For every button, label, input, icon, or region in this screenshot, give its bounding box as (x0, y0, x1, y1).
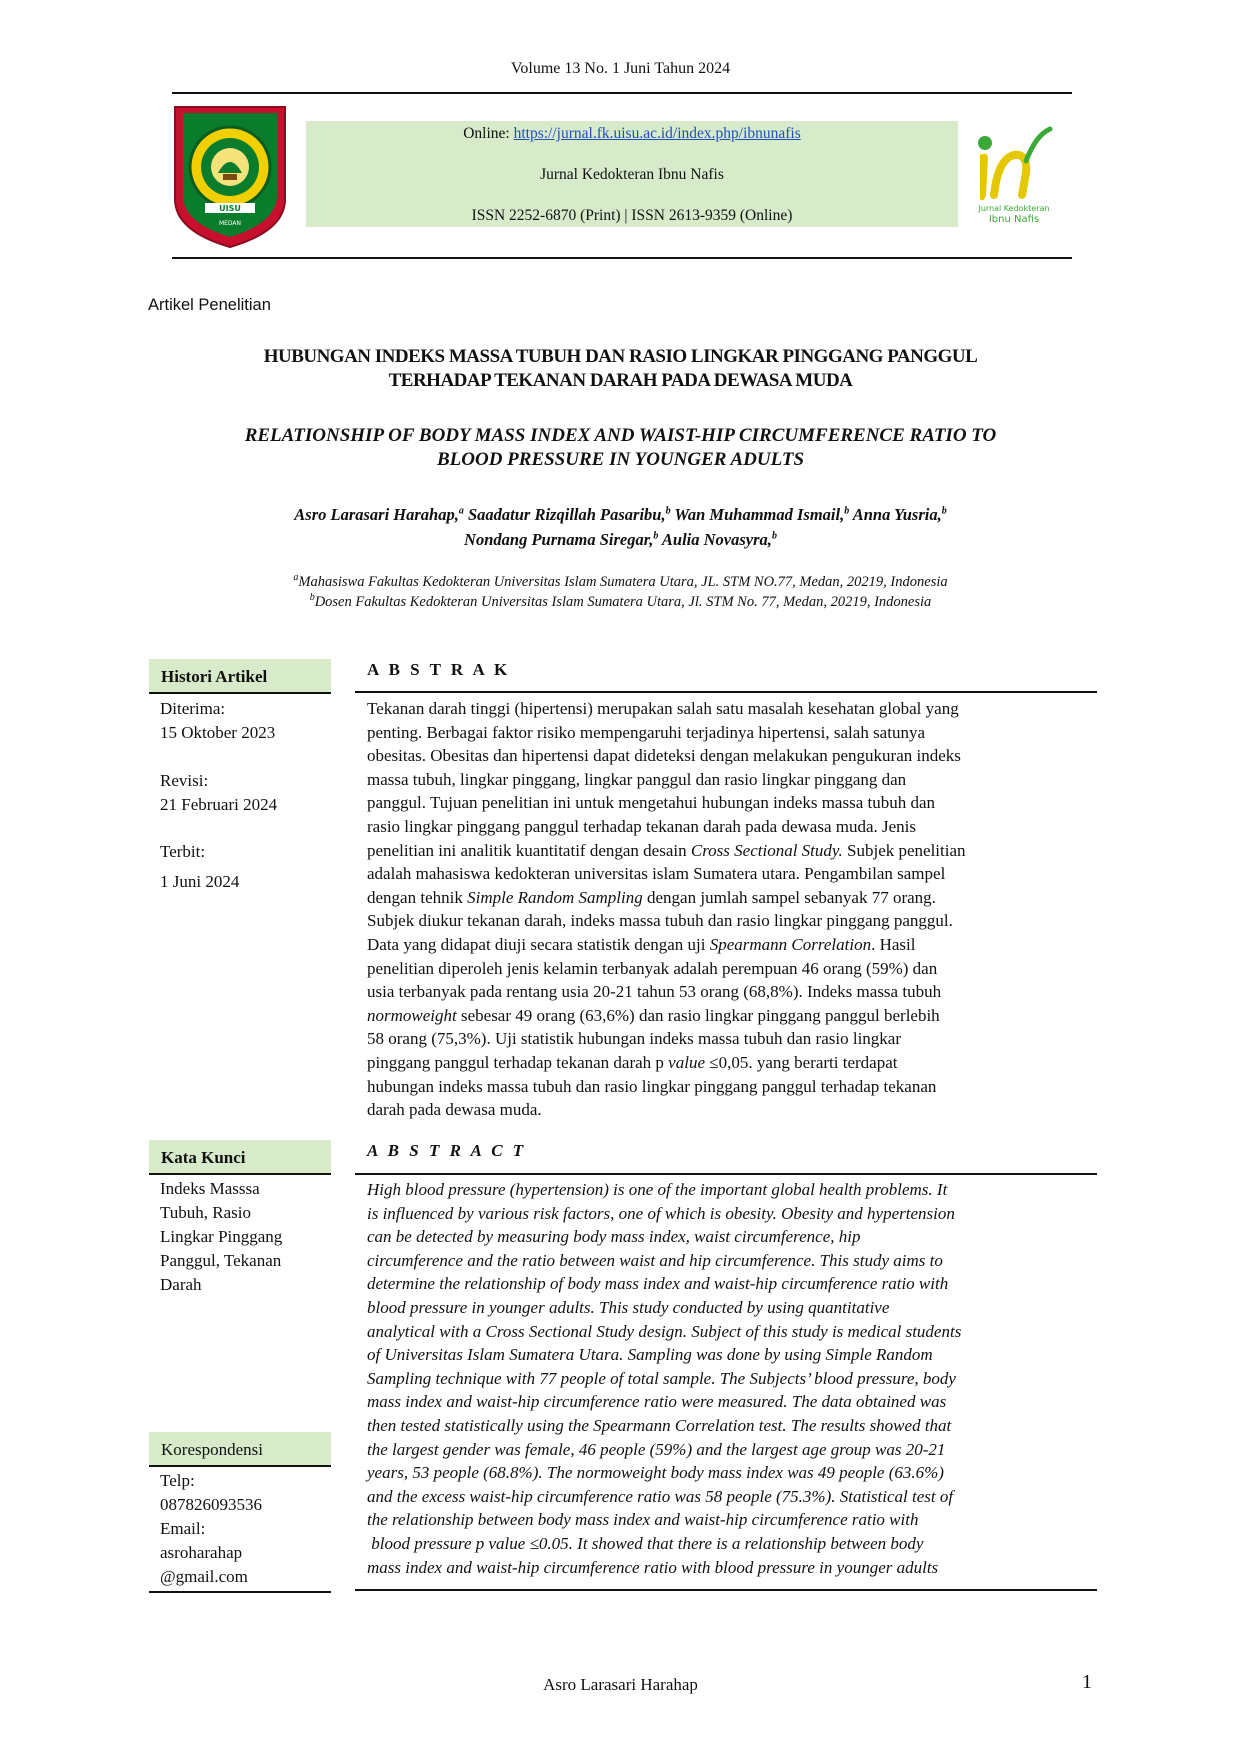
abstract-line: then tested statistically using the Spearmann Correlation test. The results showed that (367, 1415, 952, 1435)
correspondence-rule (149, 1465, 331, 1467)
abstrak-body (367, 697, 1087, 1122)
author-affil-mark: b (653, 530, 659, 542)
published-label: Terbit: (160, 842, 206, 861)
abstrak-text: penelitian ini analitik kuantitatif dengan desain (367, 840, 691, 860)
keyword-line: Darah (160, 1275, 202, 1294)
abstrak-line: adalah mahasiswa kedokteran universitas islam Sumatera utara. Pengambilan sampel (367, 864, 946, 884)
footer-author: Asro Larasari Harahap (543, 1675, 698, 1694)
author-affil-mark: b (771, 530, 777, 542)
keywords-rule (149, 1173, 331, 1175)
correspondence-phone-label: Telp: (160, 1471, 195, 1490)
abstrak-text: dengan tehnik (367, 887, 468, 907)
abstract-line: years, 53 people (68.8%). The normoweight body mass index was 49 people (63.6%) (367, 1463, 944, 1483)
author-name: Nondang Purnama Siregar, (464, 530, 654, 549)
title-id-line-1: HUBUNGAN INDEKS MASSA TUBUH DAN RASIO LINGKAR PINGGANG PANGGUL (263, 346, 978, 367)
revised-label: Revisi: (160, 771, 209, 790)
history-heading: Histori Artikel (149, 659, 331, 692)
online-line (306, 126, 958, 142)
abstract-line: the largest gender was female, 46 people (59%) and the largest age group was 20-21 (367, 1439, 946, 1459)
abstrak-italic: Simple Random Sampling (467, 887, 643, 907)
affiliation-b (0, 592, 1241, 612)
title-id-line-2: TERHADAP TEKANAN DARAH PADA DEWASA MUDA (388, 370, 853, 391)
abstrak-line (367, 1004, 1087, 1028)
abstract-body (367, 1178, 1087, 1579)
abstract-line: blood pressure in younger adults. This study conducted by using quantitative (367, 1297, 890, 1317)
university-seal-logo (171, 103, 289, 250)
abstrak-text: Data yang didapat diuji secara statistik dengan uji (367, 934, 710, 954)
abstrak-line: Subjek diukur tekanan darah, indeks massa tubuh dan rasio lingkar pinggang panggul. (367, 911, 953, 931)
authors-line-1 (0, 502, 1241, 527)
header-top-rule (172, 92, 1072, 94)
abstrak-text: ≤0,05. yang berarti terdapat (705, 1052, 898, 1072)
article-type: Artikel Penelitian (148, 296, 271, 314)
affil-text: Dosen Fakultas Kedokteran Universitas Islam Sumatera Utara, Jl. STM No. 77, Medan, 20219, Indonesia (314, 594, 932, 610)
journal-banner (306, 121, 958, 227)
author-name: Saadatur Rizqillah Pasaribu, (463, 505, 666, 524)
title-en-line-1: RELATIONSHIP OF BODY MASS INDEX AND WAIST-HIP CIRCUMFERENCE RATIO TO (244, 425, 997, 446)
received-label: Diterima: (160, 699, 226, 718)
abstract-heading: A B S T R A C T (367, 1141, 527, 1160)
correspondence-email-domain: @gmail.com (160, 1567, 248, 1586)
authors-line-2 (0, 527, 1241, 552)
author-name: Asro Larasari Harahap, (294, 505, 459, 524)
abstrak-line: penting. Berbagai faktor risiko mempengaruhi terjadinya hipertensi, salah satunya (367, 722, 925, 742)
history-rule (149, 692, 331, 694)
header-bottom-rule (172, 257, 1072, 259)
affil-mark: a (293, 572, 299, 584)
abstrak-rule (355, 691, 1097, 693)
affil-mark: b (309, 592, 315, 604)
abstrak-text: . Hasil (871, 934, 916, 954)
abstrak-line: darah pada dewasa muda. (367, 1100, 542, 1120)
abstrak-text: sebesar 49 orang (63,6%) dan rasio lingkar pinggang panggul berlebih (456, 1005, 940, 1025)
abstract-rule (355, 1173, 1097, 1175)
author-affil-mark: a (458, 505, 464, 517)
revised-date: 21 Februari 2024 (160, 795, 278, 814)
svg-text:Jurnal Kedokteran: Jurnal Kedokteran (978, 204, 1050, 213)
abstrak-line: rasio lingkar pinggang panggul terhadap tekanan darah pada dewasa muda. Jenis (367, 816, 917, 836)
author-affil-mark: b (941, 505, 947, 517)
abstract-line: and the excess waist-hip circumference ratio was 58 people (75.3%). Statistical test of (367, 1486, 954, 1506)
received-date: 15 Oktober 2023 (160, 723, 276, 742)
abstrak-line: 58 orang (75,3%). Uji statistik hubungan indeks massa tubuh dan rasio lingkar (367, 1029, 901, 1049)
abstrak-line: massa tubuh, lingkar pinggang, lingkar panggul dan rasio lingkar pinggang dan (367, 769, 907, 789)
abstract-line: mass index and waist-hip circumference ratio with blood pressure in younger adults (367, 1557, 939, 1577)
abstrak-italic: Spearmann Correlation (709, 934, 872, 954)
title-indonesian (0, 345, 1241, 393)
abstrak-text: pinggang panggul terhadap tekanan darah p (367, 1052, 669, 1072)
published-date: 1 Juni 2024 (160, 872, 240, 891)
abstrak-line: Tekanan darah tinggi (hipertensi) merupakan salah satu masalah kesehatan global yang (367, 699, 959, 718)
abstract-line: determine the relationship of body mass index and waist-hip circumference ratio with (367, 1274, 949, 1294)
abstrak-line: usia terbanyak pada rentang usia 20-21 tahun 53 orang (68,8%). Indeks massa tubuh (367, 982, 942, 1002)
online-label: Online: (463, 125, 514, 142)
correspondence-email-label: Email: (160, 1519, 206, 1538)
affil-text: Mahasiswa Fakultas Kedokteran Universitas Islam Sumatera Utara, JL. STM NO.77, Medan, 20219, Indonesia (298, 574, 948, 590)
abstract-line: blood pressure p value ≤0.05. It showed that there is a relationship between body (367, 1533, 924, 1553)
abstrak-text: Subjek penelitian (842, 840, 966, 860)
abstrak-line (367, 886, 1087, 910)
abstract-bottom-rule (355, 1589, 1097, 1591)
abstrak-line (367, 933, 1087, 957)
abstrak-line: panggul. Tujuan penelitian ini untuk mengetahui hubungan indeks massa tubuh dan (367, 793, 936, 813)
abstract-line: Sampling technique with 77 people of total sample. The Subjects’ blood pressure, body (367, 1368, 956, 1388)
abstract-line: the relationship between body mass index and waist-hip circumference ratio with (367, 1510, 919, 1530)
abstrak-line: penelitian diperoleh jenis kelamin terbanyak adalah perempuan 46 orang (59%) dan (367, 958, 938, 978)
page-number: 1 (1082, 1671, 1092, 1693)
keyword-line: Panggul, Tekanan (160, 1251, 282, 1270)
correspondence-email-user: asroharahap (160, 1543, 243, 1562)
author-affil-mark: b (844, 505, 850, 517)
abstract-line: mass index and waist-hip circumference ratio were measured. The data obtained was (367, 1392, 947, 1412)
title-english (0, 424, 1241, 472)
journal-name: Jurnal Kedokteran Ibnu Nafis (540, 166, 724, 183)
abstrak-text: dengan jumlah sampel sebanyak 77 orang. (642, 887, 936, 907)
abstrak-line (367, 839, 1087, 863)
affiliations (0, 572, 1241, 612)
journal-url-link[interactable]: https://jurnal.fk.uisu.ac.id/index.php/ibnunafis (513, 125, 801, 142)
abstrak-italic: Cross Sectional Study. (690, 840, 843, 860)
abstrak-italic: normoweight (367, 1005, 457, 1025)
author-name: Aulia Novasyra, (658, 530, 772, 549)
issn-line: ISSN 2252-6870 (Print) | ISSN 2613-9359 (Online) (471, 207, 793, 224)
author-name: Wan Muhammad Ismail, (670, 505, 845, 524)
abstract-line: of Universitas Islam Sumatera Utara. Sampling was done by using Simple Random (367, 1345, 933, 1365)
abstract-line: can be detected by measuring body mass index, waist circumference, hip (367, 1227, 861, 1247)
abstract-line: circumference and the ratio between waist and hip circumference. This study aims to (367, 1250, 943, 1270)
correspondence-phone: 087826093536 (160, 1495, 262, 1514)
abstrak-italic: value (668, 1052, 705, 1072)
abstrak-line (367, 1051, 1087, 1075)
svg-text:UISU: UISU (219, 204, 241, 213)
author-list (0, 502, 1241, 552)
abstrak-line: obesitas. Obesitas dan hipertensi dapat dideteksi dengan melakukan pengukuran indeks (367, 746, 961, 766)
svg-text:MEDAN: MEDAN (218, 220, 242, 227)
correspondence-heading: Korespondensi (149, 1432, 331, 1465)
abstrak-line: hubungan indeks massa tubuh dan rasio lingkar pinggang panggul terhadap tekanan (367, 1076, 937, 1096)
abstract-line: is influenced by various risk factors, one of which is obesity. Obesity and hypertension (367, 1203, 955, 1223)
author-affil-mark: b (665, 505, 671, 517)
title-en-line-2: BLOOD PRESSURE IN YOUNGER ADULTS (436, 449, 805, 470)
keyword-line: Lingkar Pinggang (160, 1227, 283, 1246)
correspondence-bottom-rule (149, 1591, 331, 1593)
abstract-line: High blood pressure (hypertension) is one of the important global health problems. It (367, 1180, 948, 1199)
affiliation-a (0, 572, 1241, 592)
svg-text:Ibnu Nafis: Ibnu Nafis (988, 214, 1040, 225)
keyword-line: Indeks Masssa (160, 1179, 260, 1198)
keyword-line: Tubuh, Rasio (160, 1203, 252, 1222)
author-name: Anna Yusria, (849, 505, 942, 524)
abstract-line: analytical with a Cross Sectional Study design. Subject of this study is medical students (367, 1321, 962, 1341)
ibnu-nafis-logo (974, 125, 1054, 225)
abstrak-heading: A B S T R A K (367, 660, 511, 679)
keywords-heading: Kata Kunci (149, 1140, 331, 1173)
volume-issue: Volume 13 No. 1 Juni Tahun 2024 (510, 60, 731, 77)
